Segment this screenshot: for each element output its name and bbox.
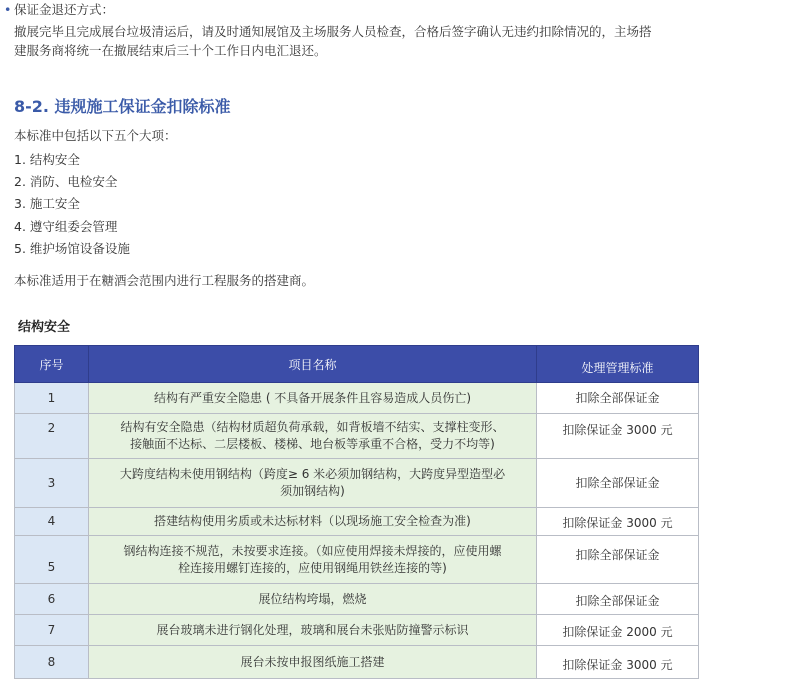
scope-note: 本标准适用于在糖酒会范围内进行工程服务的搭建商。 (14, 273, 315, 288)
row-no: 7 (15, 615, 89, 646)
row-no: 6 (15, 584, 89, 615)
row-item-line: 大跨度结构未使用钢结构（跨度≥ 6 米必须加钢结构，大跨度异型造型必 (119, 467, 506, 481)
list-item: 3. 施工安全 (14, 196, 80, 211)
section-title: 8-2. 违规施工保证金扣除标准 (14, 97, 231, 116)
row-item (89, 646, 537, 679)
row-std: 扣除保证金 3000 元 (537, 414, 699, 459)
table-row (15, 508, 699, 536)
row-no: 4 (15, 508, 89, 536)
table-row (15, 383, 699, 414)
row-item-line: 展台未按申报图纸施工搭建 (240, 654, 385, 669)
row-std: 扣除全部保证金 (537, 459, 699, 508)
deduction-table (14, 345, 699, 679)
row-item-line: 展位结构垮塌，燃烧 (258, 591, 367, 606)
list-item: 2. 消防、电检安全 (14, 174, 118, 189)
row-no: 8 (15, 646, 89, 679)
row-item-line: 结构有严重安全隐患 ( 不具备开展条件且容易造成人员伤亡) (154, 390, 471, 405)
table-row (15, 414, 699, 459)
row-item-line: 钢结构连接不规范，未按要求连接。（如应使用焊接未焊接的，应使用螺 (123, 543, 502, 558)
header-item: 项目名称 (89, 346, 537, 383)
row-std: 扣除全部保证金 (537, 536, 699, 584)
row-item (89, 459, 537, 508)
row-item (89, 508, 537, 536)
row-item (89, 383, 537, 414)
row-std: 扣除保证金 3000 元 (537, 508, 699, 536)
table-row (15, 536, 699, 584)
row-std: 扣除全部保证金 (537, 584, 699, 615)
table-row (15, 584, 699, 615)
row-item-line: 须加钢结构) (280, 484, 345, 498)
row-item-line: 栓连接用螺钉连接的，应使用钢绳用铁丝连接的等) (178, 560, 447, 575)
table-title: 结构安全 (18, 320, 71, 335)
row-no: 1 (15, 383, 89, 414)
row-item-line: 结构有安全隐患（结构材质超负荷承载，如背板墙不结实、支撑柱变形、 (120, 420, 505, 434)
list-item: 1. 结构安全 (14, 152, 80, 167)
row-std: 扣除保证金 2000 元 (537, 615, 699, 646)
row-item-line: 接触面不达标、二层楼板、楼梯、地台板等承重不合格，受力不均等) (130, 437, 495, 451)
header-std: 处理管理标准 (537, 346, 699, 383)
list-item: 4. 遵守组委会管理 (14, 219, 118, 234)
refund-method-title: 保证金退还方式： (14, 2, 115, 17)
row-no: 2 (15, 414, 89, 459)
row-item (89, 414, 537, 459)
section-lead: 本标准中包括以下五个大项： (14, 128, 177, 143)
row-item (89, 615, 537, 646)
refund-method-line-2: 建服务商将统一在撤展结束后三十个工作日内电汇退还。 (14, 43, 327, 58)
row-std: 扣除保证金 3000 元 (537, 646, 699, 679)
table-row (15, 615, 699, 646)
bullet-icon: • (4, 2, 12, 17)
row-std: 扣除全部保证金 (537, 383, 699, 414)
row-item-line: 展台玻璃未进行钢化处理，玻璃和展台未张贴防撞警示标识 (156, 622, 469, 637)
row-item-line: 搭建结构使用劣质或未达标材料（以现场施工安全检查为准) (154, 514, 471, 528)
list-item: 5. 维护场馆设备设施 (14, 241, 130, 256)
row-item (89, 584, 537, 615)
table-header-row (15, 346, 699, 383)
row-item (89, 536, 537, 584)
table-row (15, 646, 699, 679)
row-no: 3 (15, 459, 89, 508)
header-no: 序号 (15, 346, 89, 383)
refund-method-line-1: 撤展完毕且完成展台垃圾清运后，请及时通知展馆及主场服务人员检查，合格后签字确认无违约扣除情况的，主场搭 (14, 24, 652, 39)
row-no: 5 (15, 536, 89, 584)
table-row (15, 459, 699, 508)
